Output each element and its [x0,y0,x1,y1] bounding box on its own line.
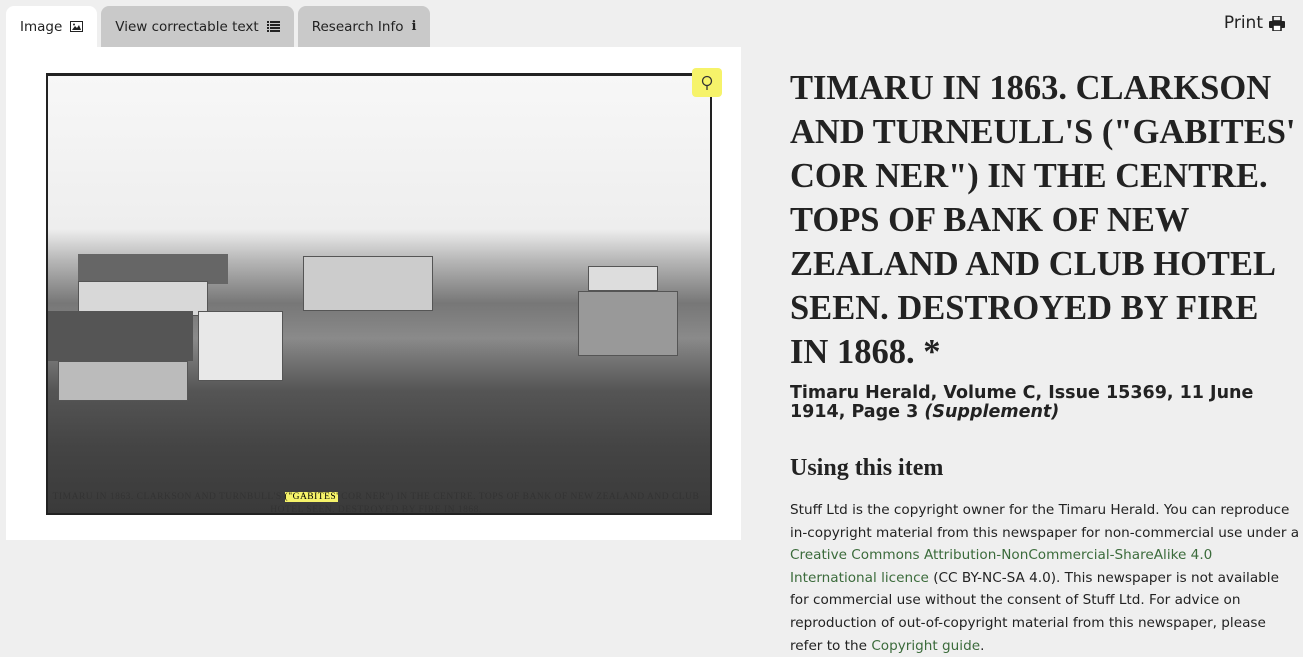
source-supplement: (Supplement) [924,402,1060,422]
list-icon [267,21,280,32]
lightbulb-icon [701,75,713,91]
tab-view-correctable-text[interactable] [101,6,293,47]
copyright-text-part: . [980,637,985,654]
newspaper-photo[interactable] [46,73,712,515]
print-button[interactable] [1224,13,1285,33]
highlight-marker[interactable] [692,68,722,97]
caption-highlight: ("GABITES' [284,492,339,502]
print-label: Print [1223,13,1263,33]
tab-label: View correctable text [115,18,259,35]
image-icon [70,21,83,32]
caption-text: TIMARU IN 1863. CLARKSON AND TURNBULL'S [52,492,285,502]
copyright-text-part: Stuff Ltd is the copyright owner for the Timaru Herald. You can reproduce in-copyright material from this newspaper for non-commercial use under a [790,502,1300,541]
tab-bar [6,6,430,47]
article-title: TIMARU IN 1863. CLARKSON AND TURNEULL'S ("GABITES' COR NER") IN THE CENTRE. TOPS OF BANK OF NEW ZEALAND AND CLUB HOTEL SEEN. DESTROYED BY FIRE IN 1868. * [790,69,1296,371]
article-source [790,384,1300,422]
cc-licence-link[interactable]: Creative Commons Attribution-NonCommercial-ShareAlike 4.0 International licence [790,547,1213,586]
image-panel [6,47,741,540]
copyright-text-part: (CC BY-NC-SA 4.0). This newspaper is not available for commercial use without the consent of Stuff Ltd. For advice on reproduction of out-of-copyright material from this newspaper, please refer to the [790,569,1279,654]
article-details [790,66,1300,657]
caption-text: COR NER") IN THE CENTRE. TOPS OF BANK OF NEW ZEALAND AND CLUB HOTEL SEEN. DESTROYED BY FIRE IN 1868. [270,492,700,515]
copyright-text [790,499,1300,657]
copyright-guide-link[interactable]: Copyright guide [871,637,981,654]
tab-label: Research Info [311,18,404,35]
using-this-item-heading: Using this item [790,455,944,481]
printer-icon [1269,16,1285,31]
source-text: Timaru Herald, Volume C, Issue 15369, 11 June 1914, Page 3 [790,383,1254,422]
tab-image[interactable] [6,6,97,47]
info-icon: i [411,19,417,34]
tab-label: Image [20,18,63,35]
tab-research-info[interactable] [298,6,431,47]
photo-caption [41,491,711,517]
